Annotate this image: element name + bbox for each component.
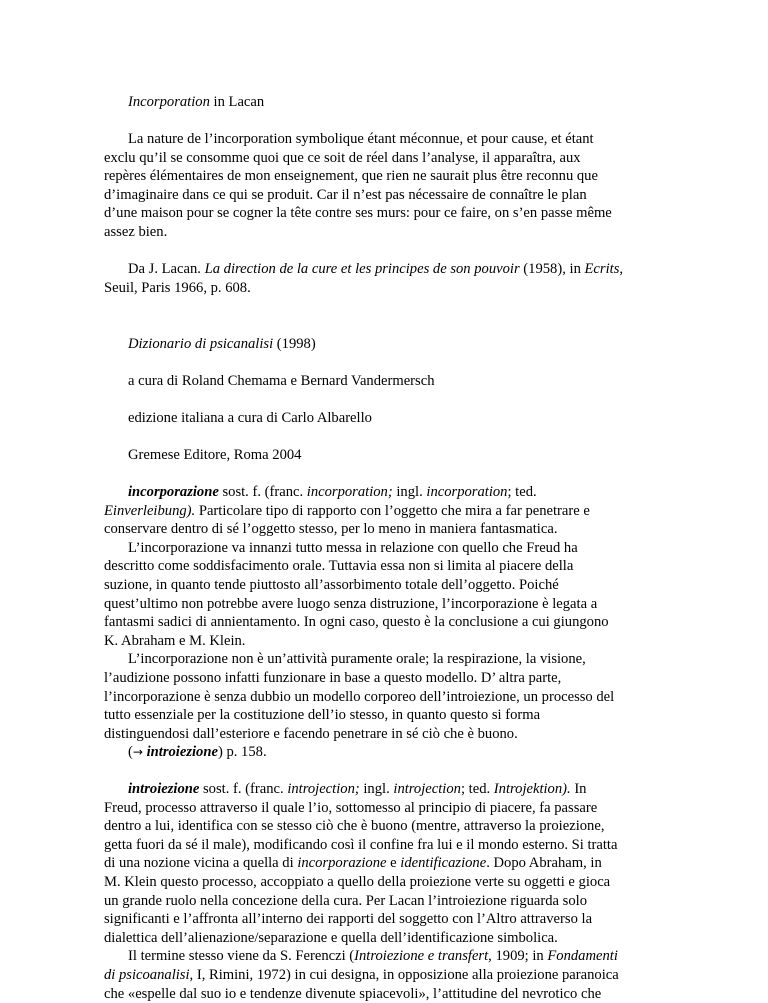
entry-text: introjection; — [287, 781, 360, 797]
quote-line: d’imaginaire dans ce qui se produit. Car il n’est pas nécessaire de connaître le plan — [104, 186, 587, 203]
entry-text: L’incorporazione va innanzi tutto messa in relazione con quello che Freud ha — [128, 539, 578, 556]
entry-text: Il termine stesso viene da S. Ferenczi ( — [128, 948, 355, 965]
entry-text: descritto come soddisfacimento orale. Tuttavia essa non si limita al piacere della — [104, 558, 574, 575]
entry-text: M. Klein questo processo, accoppiato a quello della proiezione verte su oggetti e gioca — [104, 873, 611, 890]
quote-line: exclu qu’il se consomme quoi que ce soit de réel dans l’analyse, il apparaîtra, aux — [104, 149, 581, 166]
entry-text: getta fuori da sé il male), modificando così il confine fra lui e il mondo esterno. Si tratta — [104, 836, 618, 853]
entry-text: 1909; in — [491, 948, 548, 965]
source-book: Ecrits — [584, 261, 620, 277]
ref-page: ) p. 158. — [217, 744, 267, 761]
lacan-source — [104, 260, 664, 297]
entry-text: l’incorporazione è senza dubbio un modello corporeo dell’introiezione, un processo del — [104, 688, 615, 705]
dictionary-title-italic: Dizionario di psicanalisi — [128, 336, 274, 352]
heading-rest: in Lacan — [209, 94, 265, 110]
cross-reference-link[interactable]: introiezione — [146, 744, 218, 761]
section-heading-lacan — [104, 93, 664, 112]
heading-italic: Incorporation — [128, 94, 210, 110]
entry-text: In — [570, 781, 587, 797]
source-prefix: Da J. Lacan. — [128, 261, 205, 277]
lacan-quote — [104, 130, 664, 242]
entry-text: Einverleibung). — [104, 502, 196, 519]
entry-text: fantasmi sadici di annientamento. In ogni caso, questo è la conclusione a cui giungono — [104, 614, 609, 631]
entry-text: incorporation; — [306, 484, 393, 500]
quote-line: repères élémentaires de mon enseignement, que rien ne saurait plus être reconnu que — [104, 168, 598, 185]
entry-text: tutto essenziale per la costituzione dell’io stesso, in quanto questo si forma — [104, 707, 541, 724]
entry-text: distinguendosi dall’esteriore e facendo penetrare in sé ciò che è buono. — [104, 725, 518, 742]
entry-term: incorporazione — [128, 484, 219, 500]
entry-text: Fondamenti — [547, 948, 618, 965]
entry-text: sost. f. (franc. — [199, 781, 288, 797]
entry-text: ingl. — [392, 484, 427, 500]
entry-term: introiezione — [128, 781, 200, 797]
quote-line: La nature de l’incorporation symbolique étant méconnue, et pour cause, et étant — [128, 131, 594, 147]
entry-text: L’incorporazione non è un’attività puramente orale; la respirazione, la visione, — [128, 651, 586, 668]
entry-text: ; ted. — [460, 781, 494, 797]
entry-text: suzione, in quanto tende piuttosto all’assorbimento totale dell’oggetto. Poiché — [104, 576, 559, 593]
entry-text: incorporazione — [297, 855, 387, 872]
entry-text: che «espelle dal suo io e tendenze divenute spiacevoli», l’attitudine del nevrotico che — [104, 985, 602, 1002]
entry-text: conservare dentro di sé l’oggetto stesso, per lo meno in maniera fantasmatica. — [104, 521, 558, 538]
entry-text: dialettica dell’alienazione/separazione e quella dell’identificazione simbolica. — [104, 929, 558, 946]
entry-text: introjection — [393, 781, 461, 797]
dictionary-italian-editor: edizione italiana a cura di Carlo Albarello — [128, 410, 372, 426]
entry-text: Introjektion). — [493, 781, 571, 797]
entry-text: un grande ruolo nella concezione della cura. Per Lacan l’introiezione riguarda solo — [104, 892, 588, 909]
entry-text: Freud, processo attraverso il quale l’io, sottomesso al principio di piacere, fa passare — [104, 799, 598, 816]
entry-incorporazione — [104, 483, 664, 762]
source-comma: , — [619, 261, 624, 277]
entry-text: Particolare tipo di rapporto con l’oggetto che mira a far penetrare e — [195, 502, 590, 519]
arrow-right-icon: → — [132, 745, 143, 760]
entry-text: di psicoanalisi, — [104, 966, 194, 983]
entry-text: quest’ultimo non potrebbe avere luogo senza distruzione, l’incorporazione è legata a — [104, 595, 598, 612]
entry-text: sost. f. (franc. — [218, 484, 307, 500]
entry-text: . Dopo Abraham, in — [486, 855, 602, 872]
entry-text: dentro a lui, identifica con se stesso ciò che è buono (mentre, attraverso la proiezione, — [104, 818, 605, 835]
source-year: (1958), in — [519, 261, 585, 277]
entry-text: l’audizione possono infatti funzionare in base a questo modello. D’ altra parte, — [104, 669, 562, 686]
ref-paren: ( — [128, 744, 133, 761]
source-publisher: Seuil, Paris 1966, p. 608. — [104, 279, 251, 296]
dictionary-publisher: Gremese Editore, Roma 2004 — [128, 447, 302, 463]
entry-text: di una nozione vicina a quella di — [104, 855, 298, 872]
dictionary-editors: a cura di Roland Chemama e Bernard Vandermersch — [128, 373, 435, 389]
entry-introiezione — [104, 780, 664, 1003]
entry-text: I, Rimini, 1972) in cui designa, in opposizione alla proiezione paranoica — [193, 966, 619, 983]
entry-text: K. Abraham e M. Klein. — [104, 632, 246, 649]
source-title: La direction de la cure et les principes de son pouvoir — [204, 261, 520, 277]
entry-text: incorporation — [426, 484, 508, 500]
quote-line: assez bien. — [104, 223, 168, 240]
entry-text: significanti e l’affronta all’interno dei rapporti del soggetto con l’Altro attraverso la — [104, 911, 593, 928]
entry-text: identificazione — [400, 855, 487, 872]
entry-text: e — [386, 855, 401, 872]
entry-text: Introiezione e transfert, — [354, 948, 492, 965]
quote-line: d’une maison pour se cogner la tête contre ses murs: pour ce faire, on s’en passe même — [104, 205, 612, 222]
dictionary-year: (1998) — [273, 336, 316, 352]
entry-text: ; ted. — [507, 484, 537, 500]
dictionary-title — [104, 335, 664, 354]
entry-text: ingl. — [359, 781, 394, 797]
